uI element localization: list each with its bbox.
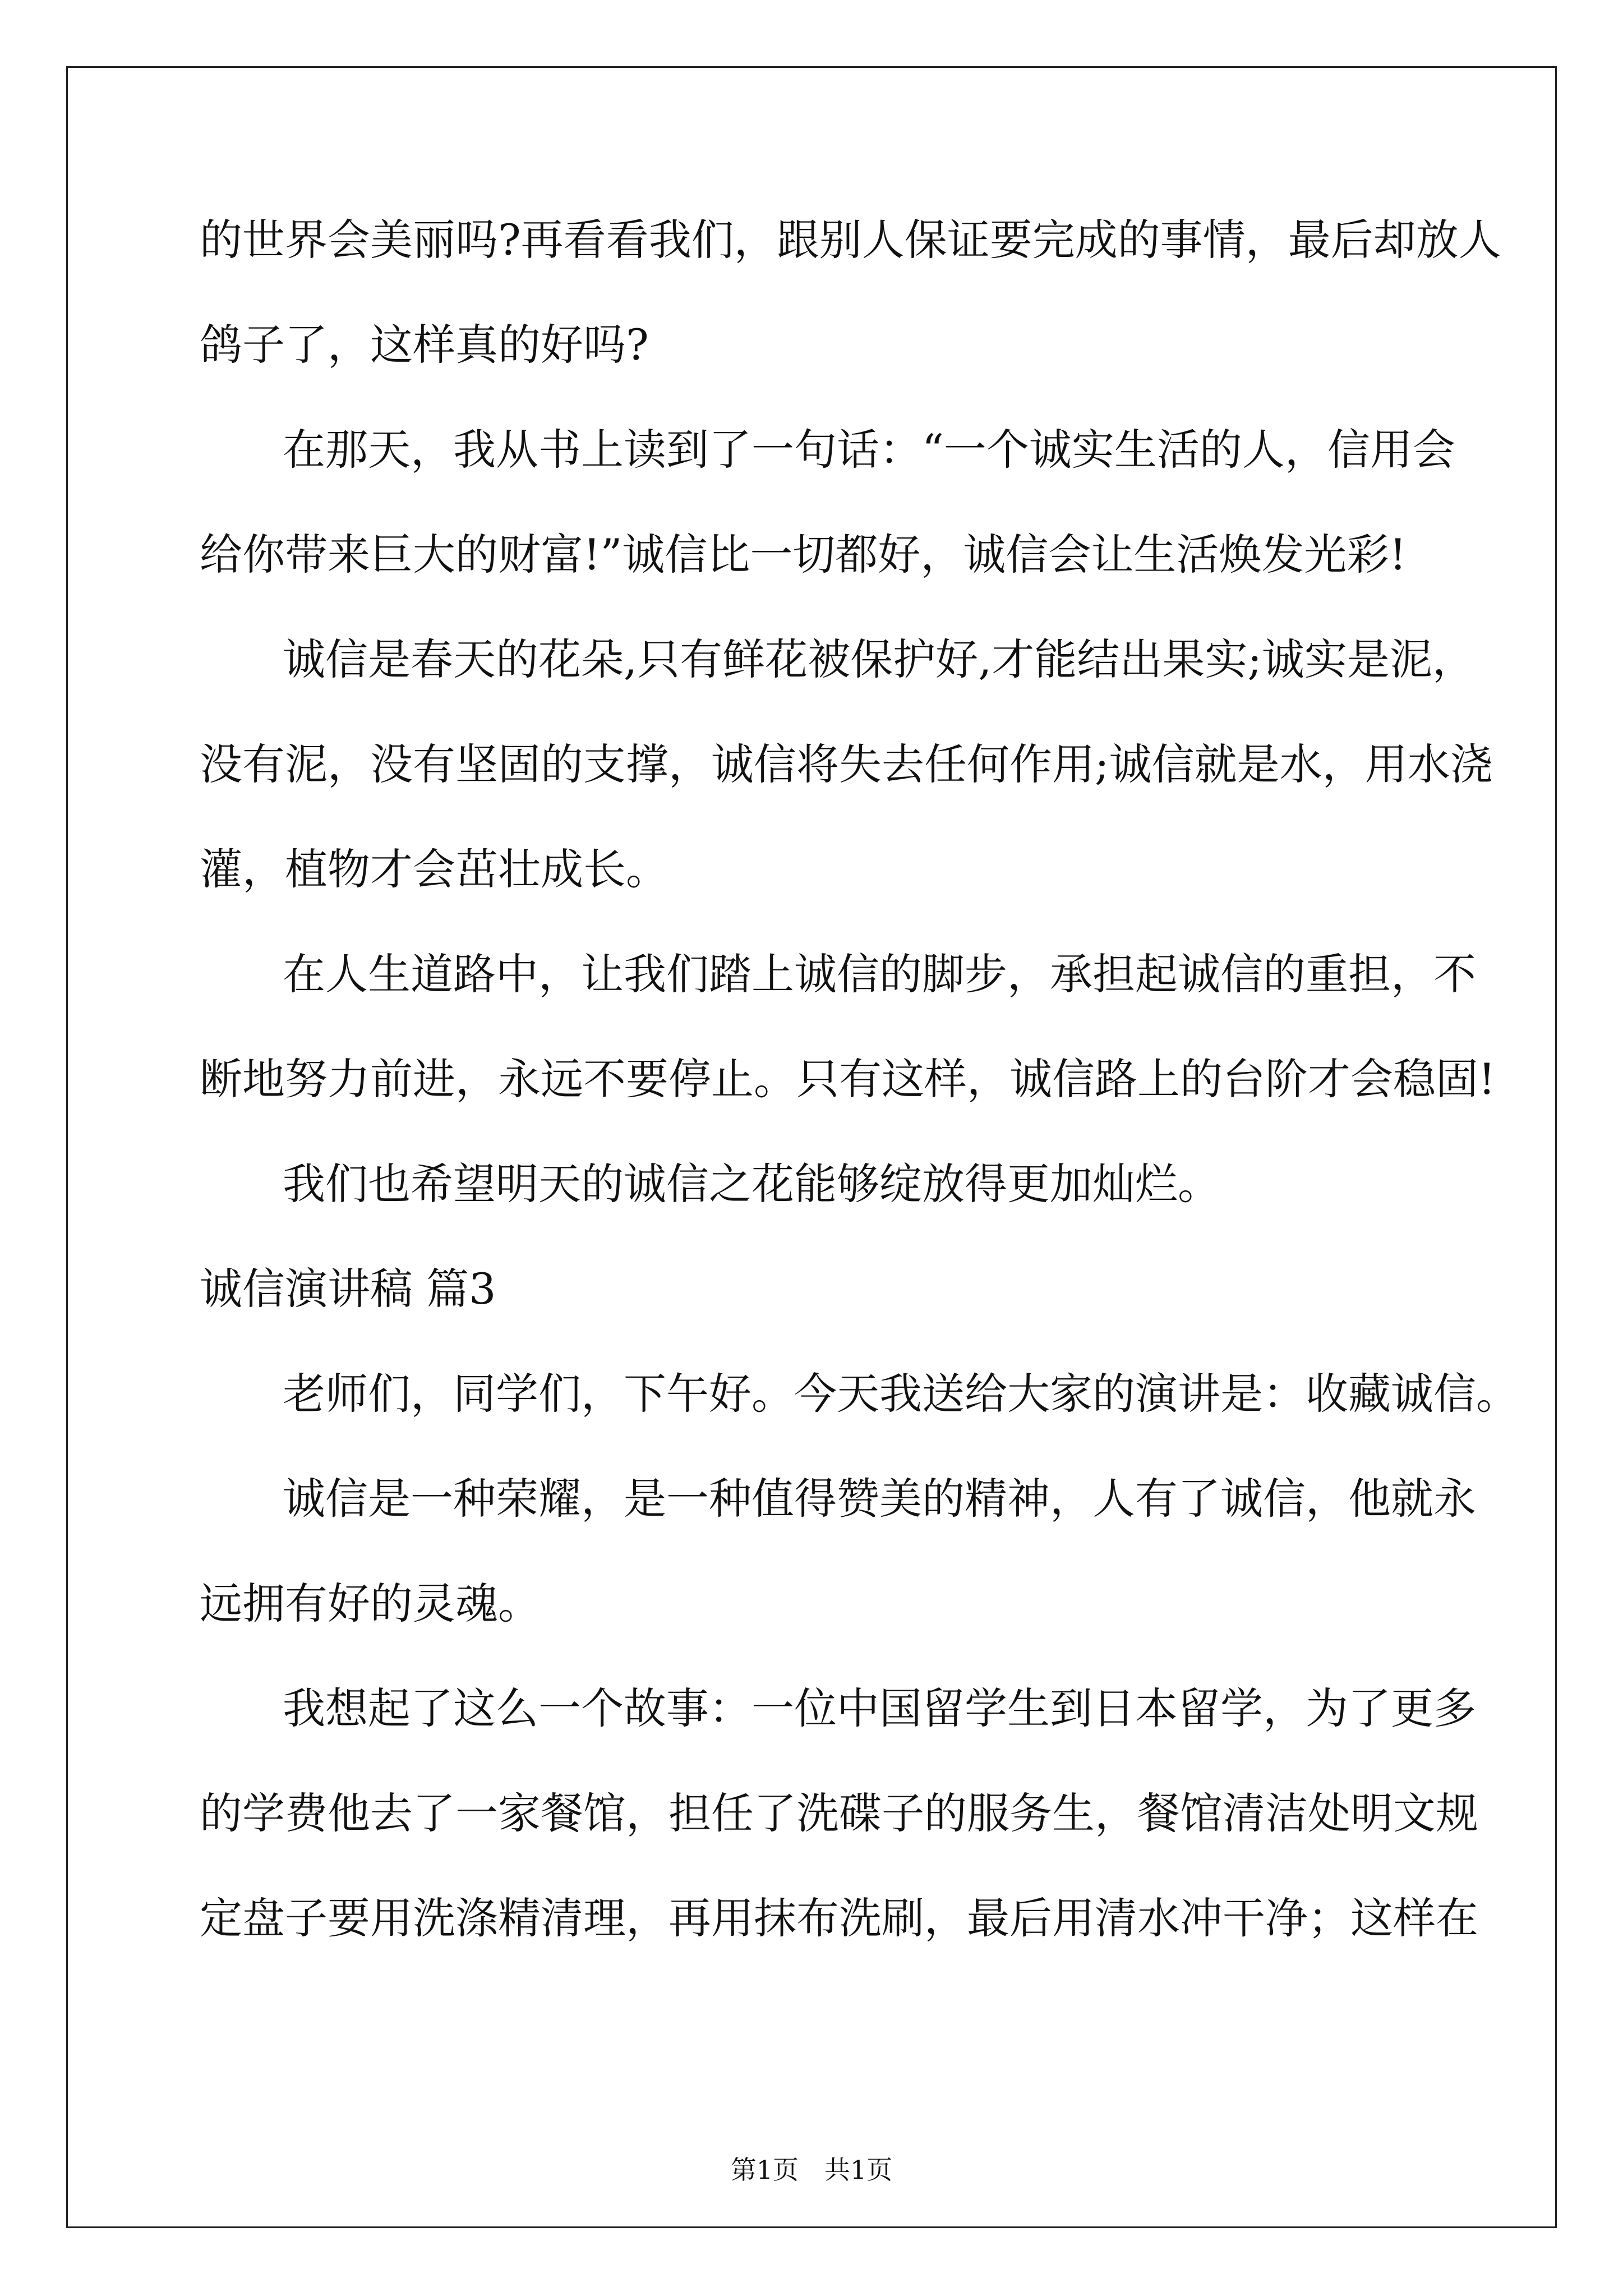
text-line: 在那天，我从书上读到了一句话：“一个诚实生活的人，信用会 [283, 425, 1455, 475]
text-line: 诚信是春天的花朵,只有鲜花被保护好,才能结出果实;诚实是泥， [283, 634, 1475, 684]
text-line: 的世界会美丽吗?再看看我们，跟别人保证要完成的事情，最后却放人 [200, 215, 1501, 265]
text-line: 没有泥，没有坚固的支撑，诚信将失去任何作用;诚信就是水，用水浇 [200, 739, 1493, 789]
text-line: 给你带来巨大的财富!”诚信比一切都好，诚信会让生活焕发光彩! [200, 530, 1407, 579]
text-line: 我想起了这么一个故事：一位中国留学生到日本留学，为了更多 [283, 1683, 1476, 1733]
text-line: 我们也希望明天的诚信之花能够绽放得更加灿烂。 [283, 1159, 1220, 1209]
section-heading: 诚信演讲稿 篇3 [200, 1264, 496, 1314]
text-line: 远拥有好的灵魂。 [200, 1579, 541, 1628]
text-line: 断地努力前进，永远不要停止。只有这样，诚信路上的台阶才会稳固! [200, 1054, 1496, 1104]
text-line: 诚信是一种荣耀，是一种值得赞美的精神，人有了诚信，他就永 [283, 1474, 1476, 1524]
text-line: 鸽子了，这样真的好吗? [200, 320, 649, 370]
text-line: 老师们，同学们，下午好。今天我送给大家的演讲是：收藏诚信。 [283, 1369, 1519, 1419]
text-line: 的学费他去了一家餐馆，担任了洗碟子的服务生，餐馆清洁处明文规 [200, 1788, 1478, 1838]
text-line: 灌，植物才会茁壮成长。 [200, 844, 668, 894]
text-line: 在人生道路中，让我们踏上诚信的脚步，承担起诚信的重担，不 [283, 949, 1476, 999]
page-footer: 第1页 共1页 [730, 2155, 893, 2185]
text-line: 定盘子要用洗涤精清理，再用抹布洗刷，最后用清水冲干净；这样在 [200, 1893, 1478, 1943]
